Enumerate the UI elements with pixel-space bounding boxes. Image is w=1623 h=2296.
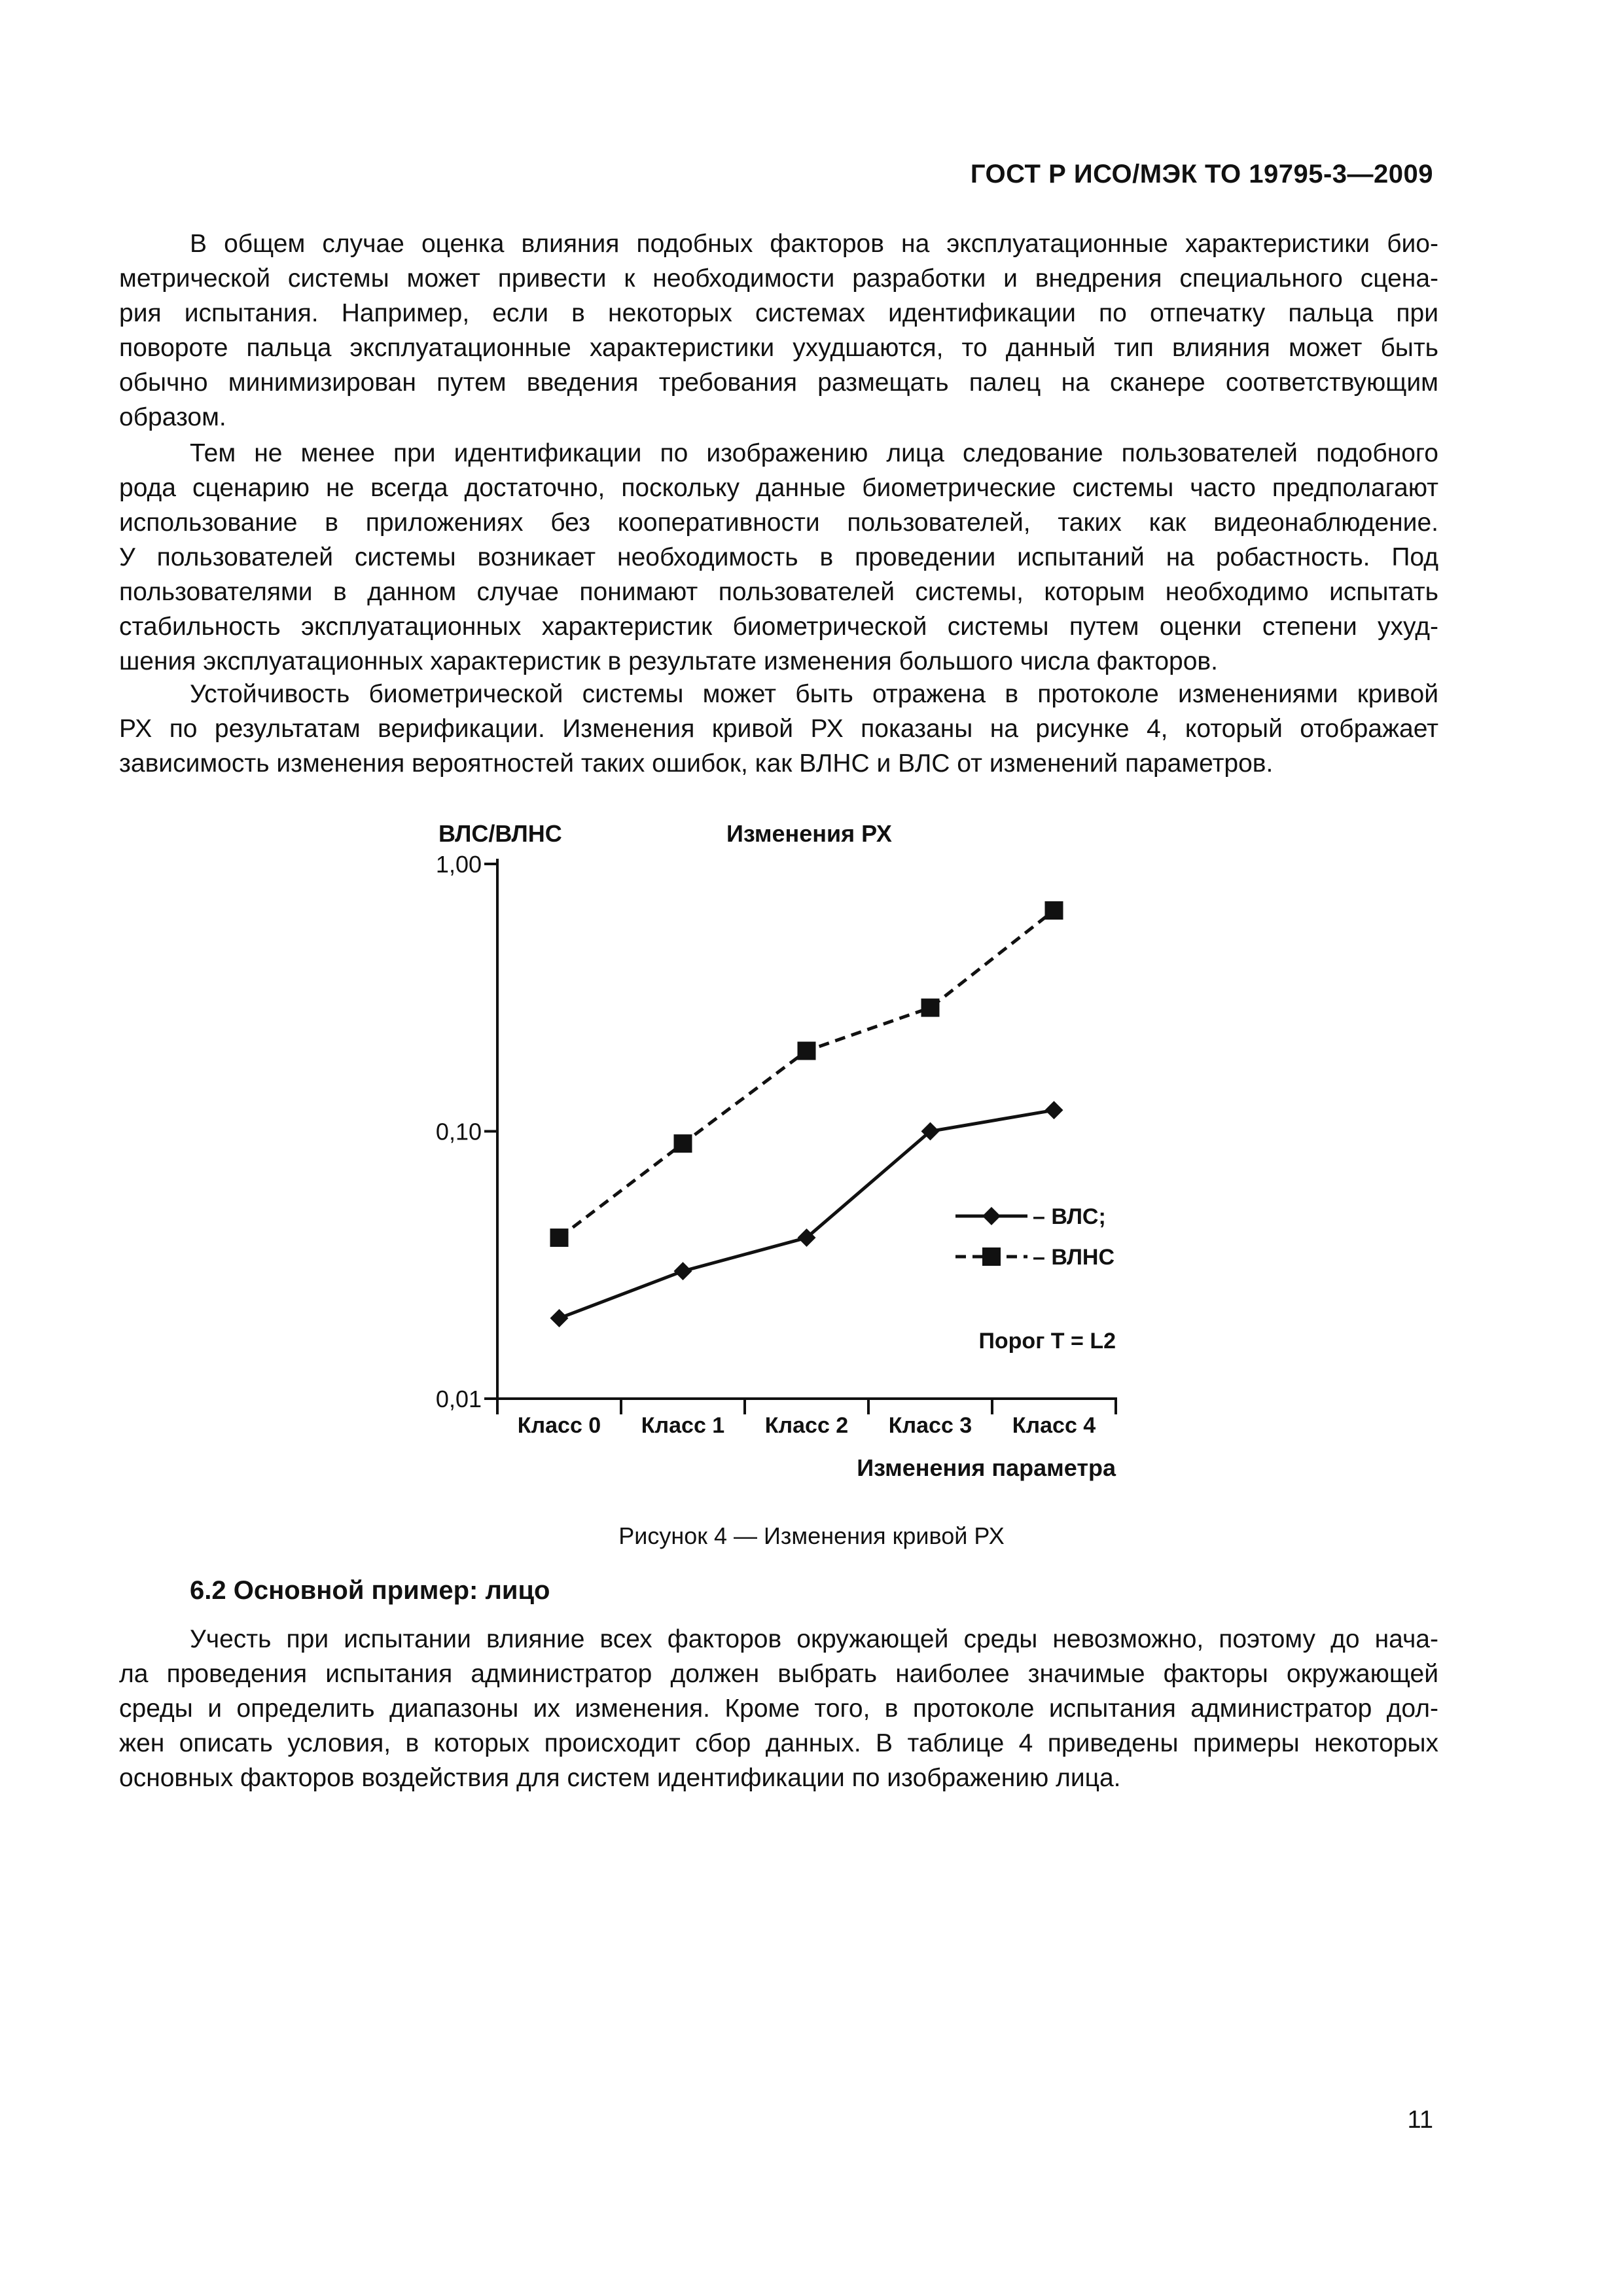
text-line: пользователями в данном случае понимают пользователей системы, которым необходимо испытать: [119, 578, 1438, 606]
text-line: В общем случае оценка влияния подобных факторов на эксплуатационные характеристики био-: [190, 230, 1438, 258]
y-tick-label: 0,10: [435, 1118, 482, 1145]
data-point-square: [798, 1042, 816, 1060]
legend-marker-diamond: [982, 1207, 1001, 1225]
series-line-1: [560, 1110, 1054, 1318]
text-line: рия испытания. Например, если в некоторых системах идентификации по отпечатку пальца при: [119, 299, 1438, 327]
x-tick-label: Класс 4: [1012, 1413, 1096, 1438]
text-line: обычно минимизирован путем введения требования размещать палец на сканере соответствующим: [119, 368, 1438, 397]
chart-title: Изменения РХ: [726, 820, 892, 847]
data-point-square: [550, 1229, 569, 1247]
text-line: среды и определить диапазоны их изменения. Кроме того, в протоколе испытания администратор дол-: [119, 1695, 1438, 1723]
text-line: жен описать условия, в которых происходит сбор данных. В таблице 4 приведены примеры некоторых: [119, 1729, 1438, 1757]
text-line: шения эксплуатационных характеристик в результате изменения большого числа факторов.: [119, 647, 1218, 675]
x-axis-title: Изменения параметра: [857, 1454, 1116, 1481]
text-line: ла проведения испытания администратор должен выбрать наиболее значимые факторы окружающей: [119, 1660, 1438, 1688]
legend-label: – ВЛНС: [1033, 1245, 1115, 1270]
text-line: основных факторов воздействия для систем идентификации по изображению лица.: [119, 1764, 1121, 1792]
y-tick-label: 1,00: [435, 851, 482, 878]
document-header: ГОСТ Р ИСО/МЭК ТО 19795-3—2009: [970, 160, 1433, 188]
x-tick-label: Класс 1: [641, 1413, 725, 1438]
text-line: У пользователей системы возникает необходимость в проведении испытаний на робастность. Под: [119, 543, 1438, 571]
legend-marker-square: [982, 1247, 1001, 1266]
text-line: использование в приложениях без кооперативности пользователей, таких как видеонаблюдение.: [119, 509, 1438, 537]
text-line: Устойчивость биометрической системы может быть отражена в протоколе изменениями кривой: [190, 680, 1438, 708]
data-point-square: [1045, 901, 1063, 920]
data-point-square: [674, 1134, 692, 1153]
page-number: 11: [1407, 2106, 1433, 2134]
data-point-square: [921, 999, 940, 1017]
text-line: Учесть при испытании влияние всех факторов окружающей среды невозможно, поэтому до нача-: [190, 1625, 1438, 1653]
threshold-annotation: Порог T = L2: [978, 1329, 1116, 1354]
figure-chart: [419, 812, 1139, 1505]
paragraph-4: [119, 1622, 1438, 1795]
paragraph-1: [119, 226, 1438, 435]
text-line: образом.: [119, 403, 226, 431]
figure-caption: Рисунок 4 — Изменения кривой РХ: [618, 1522, 1005, 1549]
data-point-diamond: [550, 1309, 569, 1327]
data-point-diamond: [674, 1262, 692, 1280]
text-line: зависимость изменения вероятностей таких ошибок, как ВЛНС и ВЛС от изменений параметров.: [119, 749, 1274, 778]
series-line-2: [560, 910, 1054, 1238]
y-tick-label: 0,01: [435, 1386, 482, 1412]
text-line: Тем не менее при идентификации по изображению лица следование пользователей подобного: [190, 439, 1438, 467]
x-tick-label: Класс 3: [888, 1413, 972, 1438]
x-tick-label: Класс 0: [517, 1413, 601, 1438]
data-point-diamond: [1045, 1101, 1063, 1119]
text-line: рода сценарию не всегда достаточно, поскольку данные биометрические системы часто предполагают: [119, 474, 1438, 502]
text-line: метрической системы может привести к необходимости разработки и внедрения специального сцена-: [119, 264, 1438, 293]
legend-label: – ВЛС;: [1033, 1204, 1106, 1229]
text-line: стабильность эксплуатационных характеристик биометрической системы путем оценки степени ухуд-: [119, 613, 1438, 641]
text-line: повороте пальца эксплуатационные характеристики ухудшаются, то данный тип влияния может быть: [119, 334, 1438, 362]
section-heading: 6.2 Основной пример: лицо: [190, 1576, 550, 1605]
y-axis-title: ВЛС/ВЛНС: [438, 820, 562, 847]
text-line: РХ по результатам верификации. Изменения кривой РХ показаны на рисунке 4, который отображает: [119, 715, 1438, 743]
paragraph-3: [119, 677, 1438, 781]
paragraph-2: [119, 436, 1438, 679]
x-tick-label: Класс 2: [764, 1413, 849, 1438]
